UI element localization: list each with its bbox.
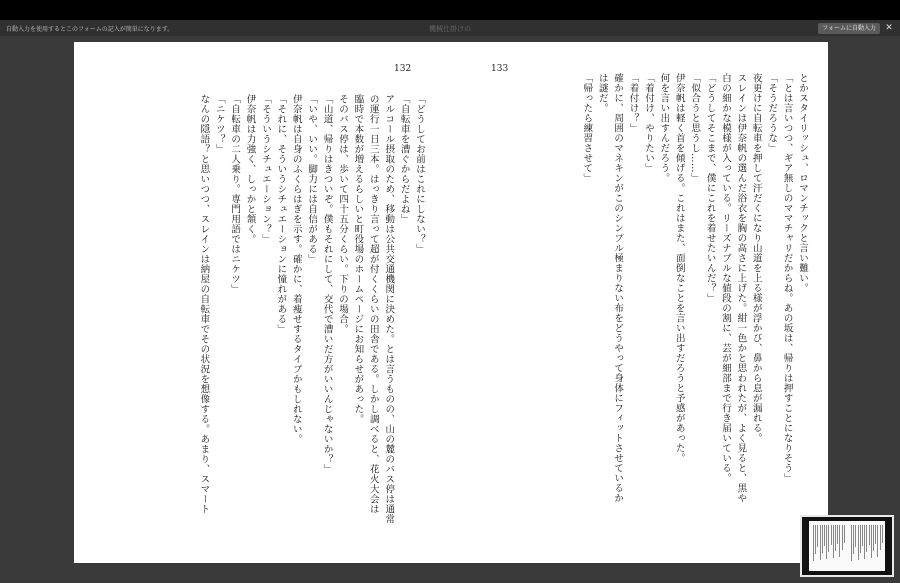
thumbnail-line (842, 525, 843, 550)
text-line: 「自転車を漕ぐからだよね」 (398, 94, 410, 224)
text-line: 「着付け、やりたい」 (642, 73, 654, 173)
thumbnail-line (880, 525, 881, 550)
text-line: 「どうしてそこまで、僕にこれを着せたいんだ？」 (704, 73, 716, 303)
thumbnail-line (837, 525, 838, 544)
text-line: なんの隠語？と思いつつ、スレインは納屋の自転車でその状況を想像する。あまり、スマート (198, 94, 210, 514)
thumbnail-line (824, 525, 825, 546)
text-line: 何を言い出すんだろう。 (658, 73, 670, 183)
close-icon[interactable]: ✕ (885, 23, 893, 33)
text-line: 伊奈帆は自身のふくらはぎを示す。確かに、着痩せするタイプかもしれない。 (290, 94, 302, 444)
thumbnail-line (882, 525, 883, 543)
thumbnail-line (822, 525, 823, 553)
thumbnail-line (877, 525, 878, 557)
text-line: とかスタイリッシュ、ロマンチックと言い難い。 (797, 73, 808, 293)
text-line: 確かに、周囲のマネキンがこのシンプル極まりない布をどうやって身体にフィットさせているか (612, 73, 624, 503)
thumbnail-line (833, 525, 834, 558)
text-line: 「着付け？」 (627, 73, 639, 133)
page-number-right: 133 (491, 64, 509, 74)
scrollbar[interactable] (888, 42, 893, 512)
text-line: 「とは言いつつ、ギア無しのママチャリだからね。あの坂は、帰りは押すことになりそう」 (781, 73, 793, 483)
text-line: 「似合うと思うし……」 (689, 73, 701, 183)
thumbnail-line (855, 525, 856, 547)
autofill-button[interactable]: フォームに自動入力 (818, 23, 880, 34)
thumbnail-line (851, 525, 852, 561)
thumbnail-line (839, 525, 840, 557)
left-page-text (196, 94, 427, 563)
thumbnail-line (860, 525, 861, 553)
text-line: 「帰ったら練習させて」 (581, 73, 593, 183)
thumbnail-line (828, 525, 829, 552)
text-line: 「どうしてお前はこれにしない？」 (414, 94, 425, 254)
right-page-text (579, 73, 810, 548)
text-line: スレインは伊奈帆の選んだ浴衣を胸の高さに上げた。紺一色かと思われたが、よく見ると、黒や (735, 73, 747, 503)
text-line: 「いや、いい。脚力には自信がある」 (306, 94, 318, 264)
thumbnail-line (817, 525, 818, 547)
text-line: 「そうだろうな」 (766, 73, 778, 153)
thumbnail-line (873, 525, 874, 551)
text-line: 臨時で本数が増えるらしいと町役場のホームページにお知らせがあった。 (352, 94, 364, 424)
document-title: 機械仕掛けの (429, 25, 471, 33)
thumbnail-page-preview (809, 521, 885, 571)
thumbnail-line (871, 525, 872, 558)
text-line: は謎だ。 (596, 73, 608, 113)
text-line: アルコール摂取のため、移動は公共交通機関に決めた。とは言うものの、山の麓のバス停は通常 (383, 94, 395, 524)
page-number-left: 132 (394, 64, 412, 74)
thumbnail-line (813, 525, 814, 561)
thumbnail-line (858, 525, 859, 560)
text-line: 白の細かな模様が入っている。リーズナブルな値段の割に、芸が細部まで行き届いている。 (719, 73, 731, 483)
thumbnail-line (815, 525, 816, 554)
text-line: 伊奈帆は力強く、しっかと頷く。 (244, 94, 256, 244)
autofill-message: 自動入力を使用するとこのフォームの記入が簡単になります。 (6, 25, 174, 33)
window-top-bar (0, 0, 900, 20)
thumbnail-line (853, 525, 854, 554)
thumbnail-line (844, 525, 845, 543)
text-line: 「それに、そういうシチュエーションに憧れがある」 (275, 94, 287, 334)
thumbnail-line (869, 525, 870, 545)
document-page-spread (74, 42, 828, 563)
thumbnail-line (864, 525, 865, 559)
text-line: そのバス停は、歩いて四十五分くらい。下りの場合。 (336, 94, 348, 334)
thumbnail-line (831, 525, 832, 545)
text-line: 「山道、帰りはきついぞ。僕もそれにして、交代で漕いだ方がいいんじゃないか？」 (321, 94, 333, 474)
thumbnail-line (826, 525, 827, 559)
page-thumbnail[interactable] (800, 515, 894, 577)
thumbnail-line (862, 525, 863, 546)
text-line: の運行一日三本。はっきり言って超が付くくらいの田舎である。しかし調べると、花火大会は (367, 94, 379, 514)
thumbnail-line (866, 525, 867, 552)
text-line: 「ニケツ？」 (213, 94, 225, 154)
thumbnail-line (820, 525, 821, 560)
text-line: 「そういうシチュエーション？」 (259, 94, 271, 244)
thumbnail-line (835, 525, 836, 551)
text-line: 「自転車の二人乗り。専門用語ではニケツ」 (229, 94, 241, 294)
thumbnail-line (875, 525, 876, 544)
text-line: 伊奈帆は軽く首を傾げる。これはまた、面倒なことを言い出すだろうと予感があった。 (673, 73, 685, 463)
text-line: 夜更けに自転車を押して汗だくになり山道を上る様が浮かび、鼻から息が漏れる。 (750, 73, 762, 443)
